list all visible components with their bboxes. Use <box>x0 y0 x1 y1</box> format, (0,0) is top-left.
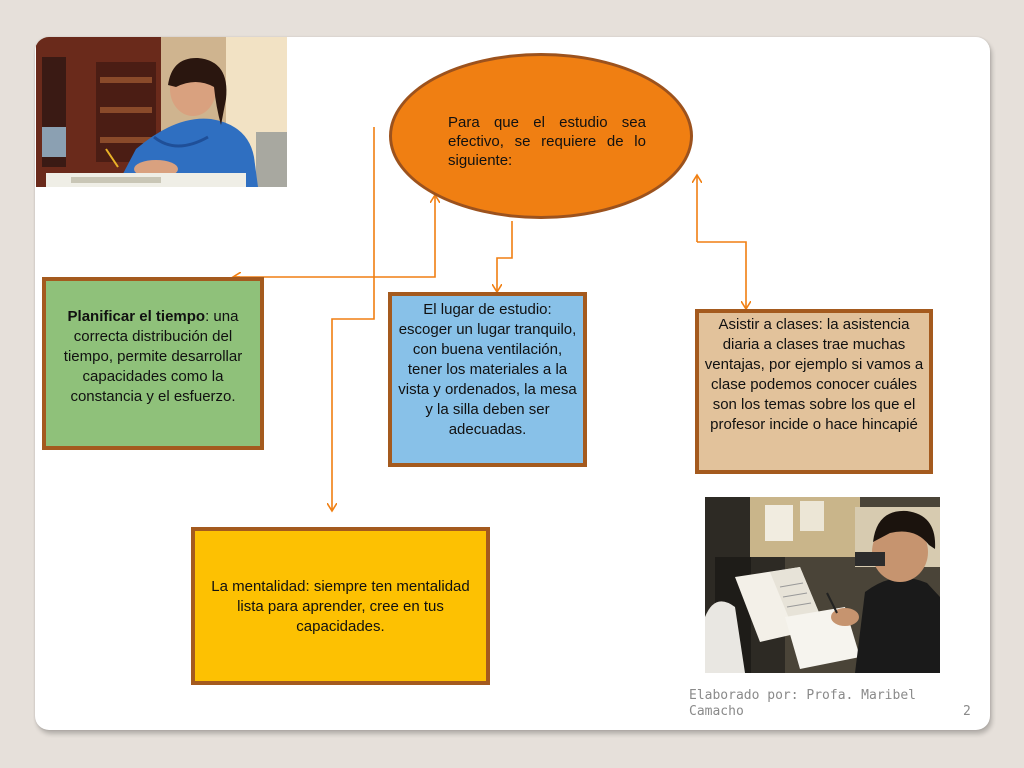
lugar-box <box>388 292 587 467</box>
main-concept-ellipse <box>389 53 693 219</box>
arrow-to-lugar <box>497 221 512 292</box>
planificar-text: : una correcta distribución del tiempo, permite desarrollar capacidades como la constancia y el esfuerzo. <box>63 308 243 405</box>
arrow-to-mentalidad <box>332 127 374 511</box>
footer-author: Elaborado por: Profa. Maribel Camacho <box>689 688 916 719</box>
mentalidad-text: La mentalidad: siempre ten mentalidad lista para aprender, cree en tus capacidades. <box>211 578 470 635</box>
mentalidad-box <box>191 527 490 685</box>
arrow-to-asistir <box>697 242 746 309</box>
planificar-box <box>42 277 264 450</box>
asistir-box <box>695 309 933 474</box>
student-studying-photo <box>705 497 940 673</box>
arrow-to-main <box>233 195 435 277</box>
asistir-text: Asistir a clases: la asistencia diaria a clases trae muchas ventajas, por ejemplo si vamos a clase podemos conocer cuáles son los temas sobre los que el profesor incide o hace hincapié <box>704 316 924 433</box>
slide <box>35 37 990 730</box>
page-number: 2 <box>963 704 971 719</box>
planificar-title: Planificar el tiempo <box>67 308 206 325</box>
main-concept-text: Para que el estudio sea efectivo, se requiere de lo siguiente: <box>448 114 646 169</box>
lugar-text: El lugar de estudio: escoger un lugar tranquilo, con buena ventilación, tener los materiales a la vista y ordenados, la mesa y la silla deben ser adecuadas. <box>398 301 577 438</box>
